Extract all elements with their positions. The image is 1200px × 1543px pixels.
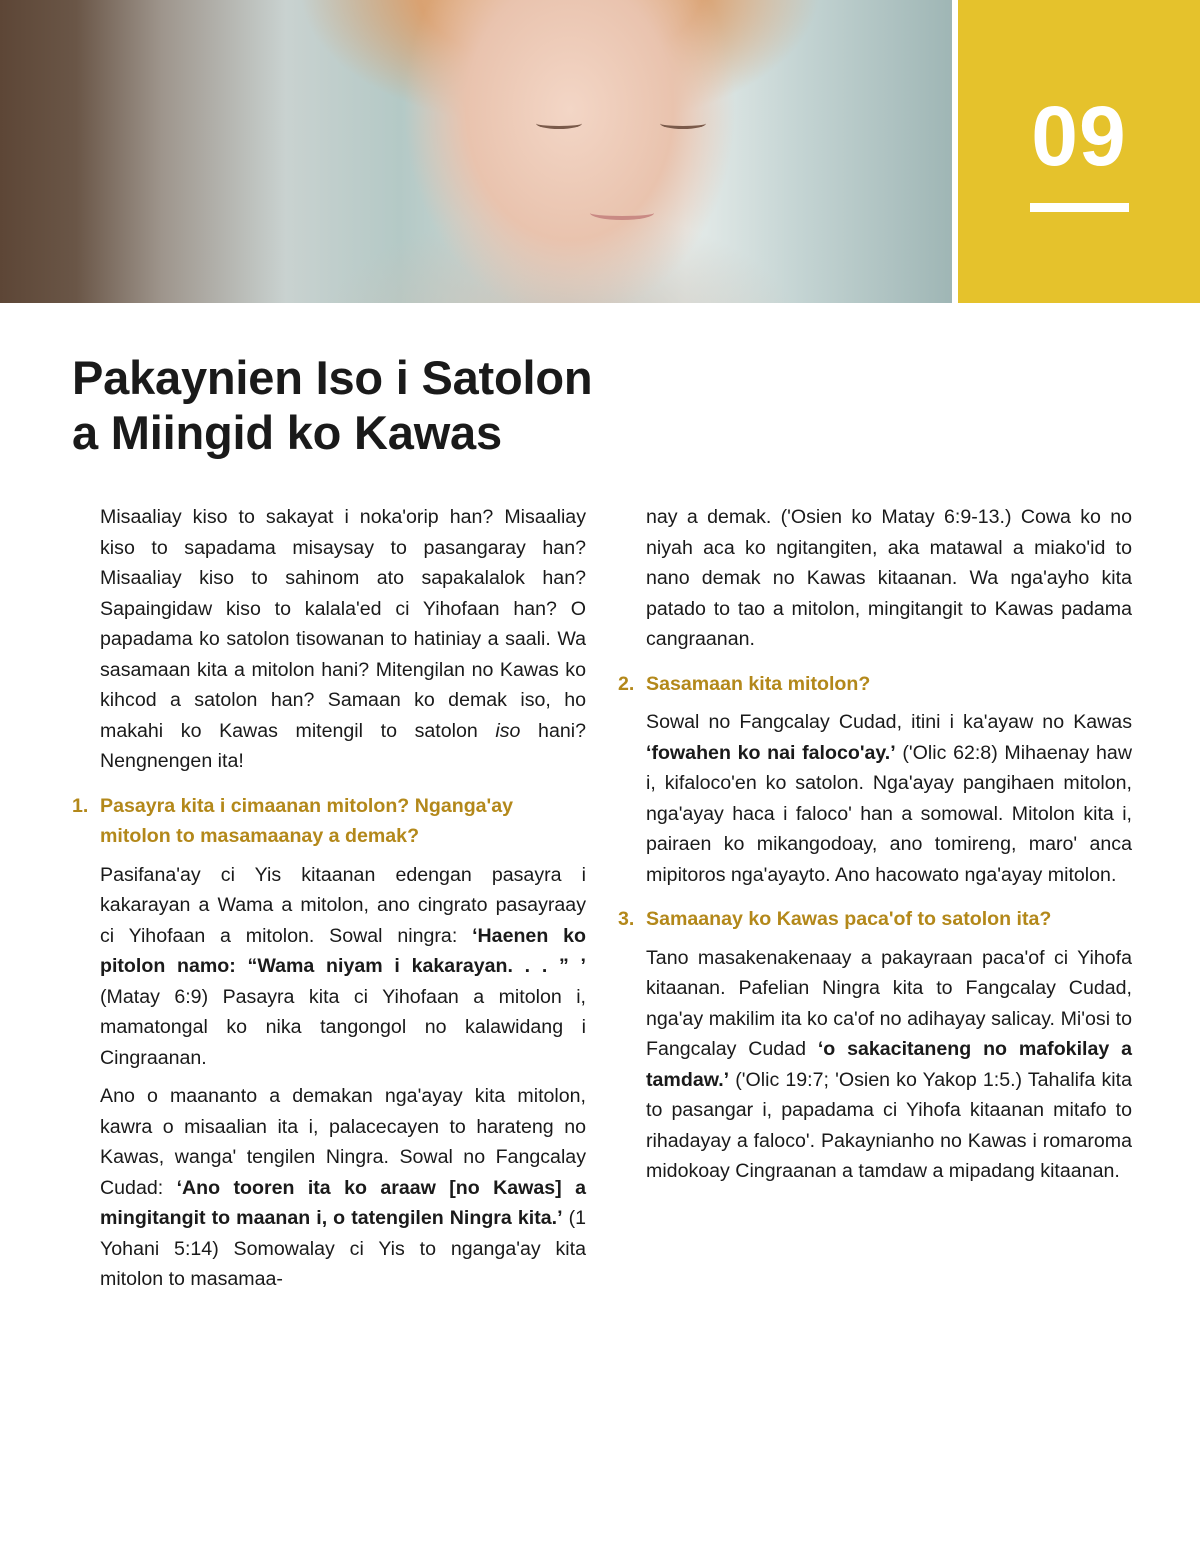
answer-3-text-end: ('Olic 19:7; 'Osien ko Yakop 1:5.) Tahalifa kita to pasangar i, papadama ci Yihofa kitaanan mitafo to rihadayay a faloco'. Pakaynianho no Kawas i romaroma midokoay Cingraanan a tamdaw a mipadang kitaanan. — [646, 1068, 1132, 1182]
question-1-line-2: mitolon to masamaanay a demak? — [100, 825, 420, 847]
answer-2-paragraph — [646, 707, 1132, 890]
right-column — [618, 502, 1132, 1195]
answer-1-quote: ‘Haenen ko pitolon namo: “Wama niyam i kakarayan. . . ” ’ — [100, 924, 586, 977]
answer-3-quote: ‘o sakacitaneng no mafokilay a tamdaw.’ — [646, 1038, 1132, 1091]
answer-1-text: Pasifana'ay ci Yis kitaanan edengan pasayra i kakarayan a Wama a mitolon, ano cingrato pasayraay ci Yihofaan a mitolon. Sowal ningra: — [100, 863, 586, 947]
page-title — [72, 350, 592, 460]
answer-1-text-end: (Matay 6:9) Pasayra kita ci Yihofaan a mitolon i, mamatongal ko nika tangongol no kalawidang i Cingraanan. — [100, 985, 586, 1069]
answer-1b-text-end: (1 Yohani 5:14) Somowalay ci Yis to nganga'ay kita mitolon to masamaa- — [100, 1207, 586, 1290]
photo-eye-left — [536, 118, 582, 129]
answer-3-paragraph — [646, 943, 1132, 1187]
intro-text-end: hani? Nengnengen ita! — [100, 719, 586, 772]
answer-1b-text: Ano o maananto a demakan nga'ayay kita mitolon, kawra o misaalian ita i, palacecayen to harateng no Kawas, wanga' tengilen Ningra. Sowal no Fangcalay Cudad: — [100, 1085, 586, 1199]
question-2-text: Sasamaan kita mitolon? — [646, 672, 871, 695]
question-1-line-1: Pasayra kita i cimaanan mitolon? Nganga'ay — [100, 794, 514, 817]
answer-1b-paragraph — [100, 1081, 586, 1295]
question-3 — [618, 904, 1132, 935]
answer-1b-quote: ‘Ano tooren ita ko araaw [no Kawas] a mingitangit to maanan i, o tatengilen Ningra kita.’ — [100, 1176, 586, 1229]
lesson-number: 09 — [1031, 89, 1127, 183]
answer-3-text: Tano masakenakenaay a pakayraan paca'of ci Yihofa kitaanan. Pafelian Ningra kita to Fangcalay Cudad, nga'ay makilim ita ko ca'of no adihayay salicay. Mi'osi to Fangcalay Cudad — [646, 946, 1132, 1060]
left-column — [72, 502, 586, 1303]
answer-2-text-end: ('Olic 62:8) Mihaenay haw i, kifaloco'en ko satolon. Nga'ayay pangihaen mitolon, nga'ayay haca i faloco' han a somowal. Mitolon kita i, pairaen ko mikangodoay, ano tomireng, maro' anca mipitoros nga'ayayto. Ano hacowato nga'ayay mitolon. — [646, 741, 1132, 886]
header-photo — [0, 0, 952, 303]
answer-2-quote: ‘fowahen ko nai faloco'ay.’ — [646, 741, 896, 764]
photo-mouth — [590, 206, 654, 220]
question-1-number: 1. — [72, 794, 89, 817]
intro-paragraph — [100, 502, 586, 777]
question-1 — [72, 791, 586, 852]
intro-italic: iso — [495, 719, 521, 742]
question-2 — [618, 669, 1132, 700]
question-3-text: Samaanay ko Kawas paca'of to satolon ita? — [646, 908, 1052, 930]
question-2-number: 2. — [618, 672, 635, 695]
question-3-number: 3. — [618, 908, 635, 930]
answer-2-text: Sowal no Fangcalay Cudad, itini i ka'ayaw no Kawas — [646, 711, 1132, 733]
intro-text: Misaaliay kiso to sakayat i noka'orip han? Misaaliay kiso to sapadama misaysay to pasangaray han? Misaaliay kiso to sahinom ato sapakalalok han? Sapaingidaw kiso to kalala'ed ci Yihofaan han? O papadama ko satolon tisowanan to hatiniay a saali. Wa sasamaan kita a mitolon hani? Mitengilan no Kawas ko kihcod a satolon han? Samaan ko demak iso, ho makahi ko Kawas mitengil to satolon — [100, 506, 586, 742]
lesson-number-panel — [958, 0, 1200, 303]
photo-eye-right — [660, 118, 706, 129]
title-line-2: a Miingid ko Kawas — [72, 406, 502, 459]
title-line-1: Pakaynien Iso i Satolon — [72, 351, 593, 404]
answer-1-paragraph — [100, 860, 586, 1074]
answer-1b-continued: nay a demak. ('Osien ko Matay 6:9-13.) Cowa ko no niyah aca ko ngitangiten, aka matawal a miako'id to nano demak no Kawas kitaanan. Wa nga'ayho kita patado to tao a mitolon, mingitangit to Kawas padama cangraanan. — [646, 506, 1132, 650]
lesson-number-underline — [1030, 203, 1129, 212]
